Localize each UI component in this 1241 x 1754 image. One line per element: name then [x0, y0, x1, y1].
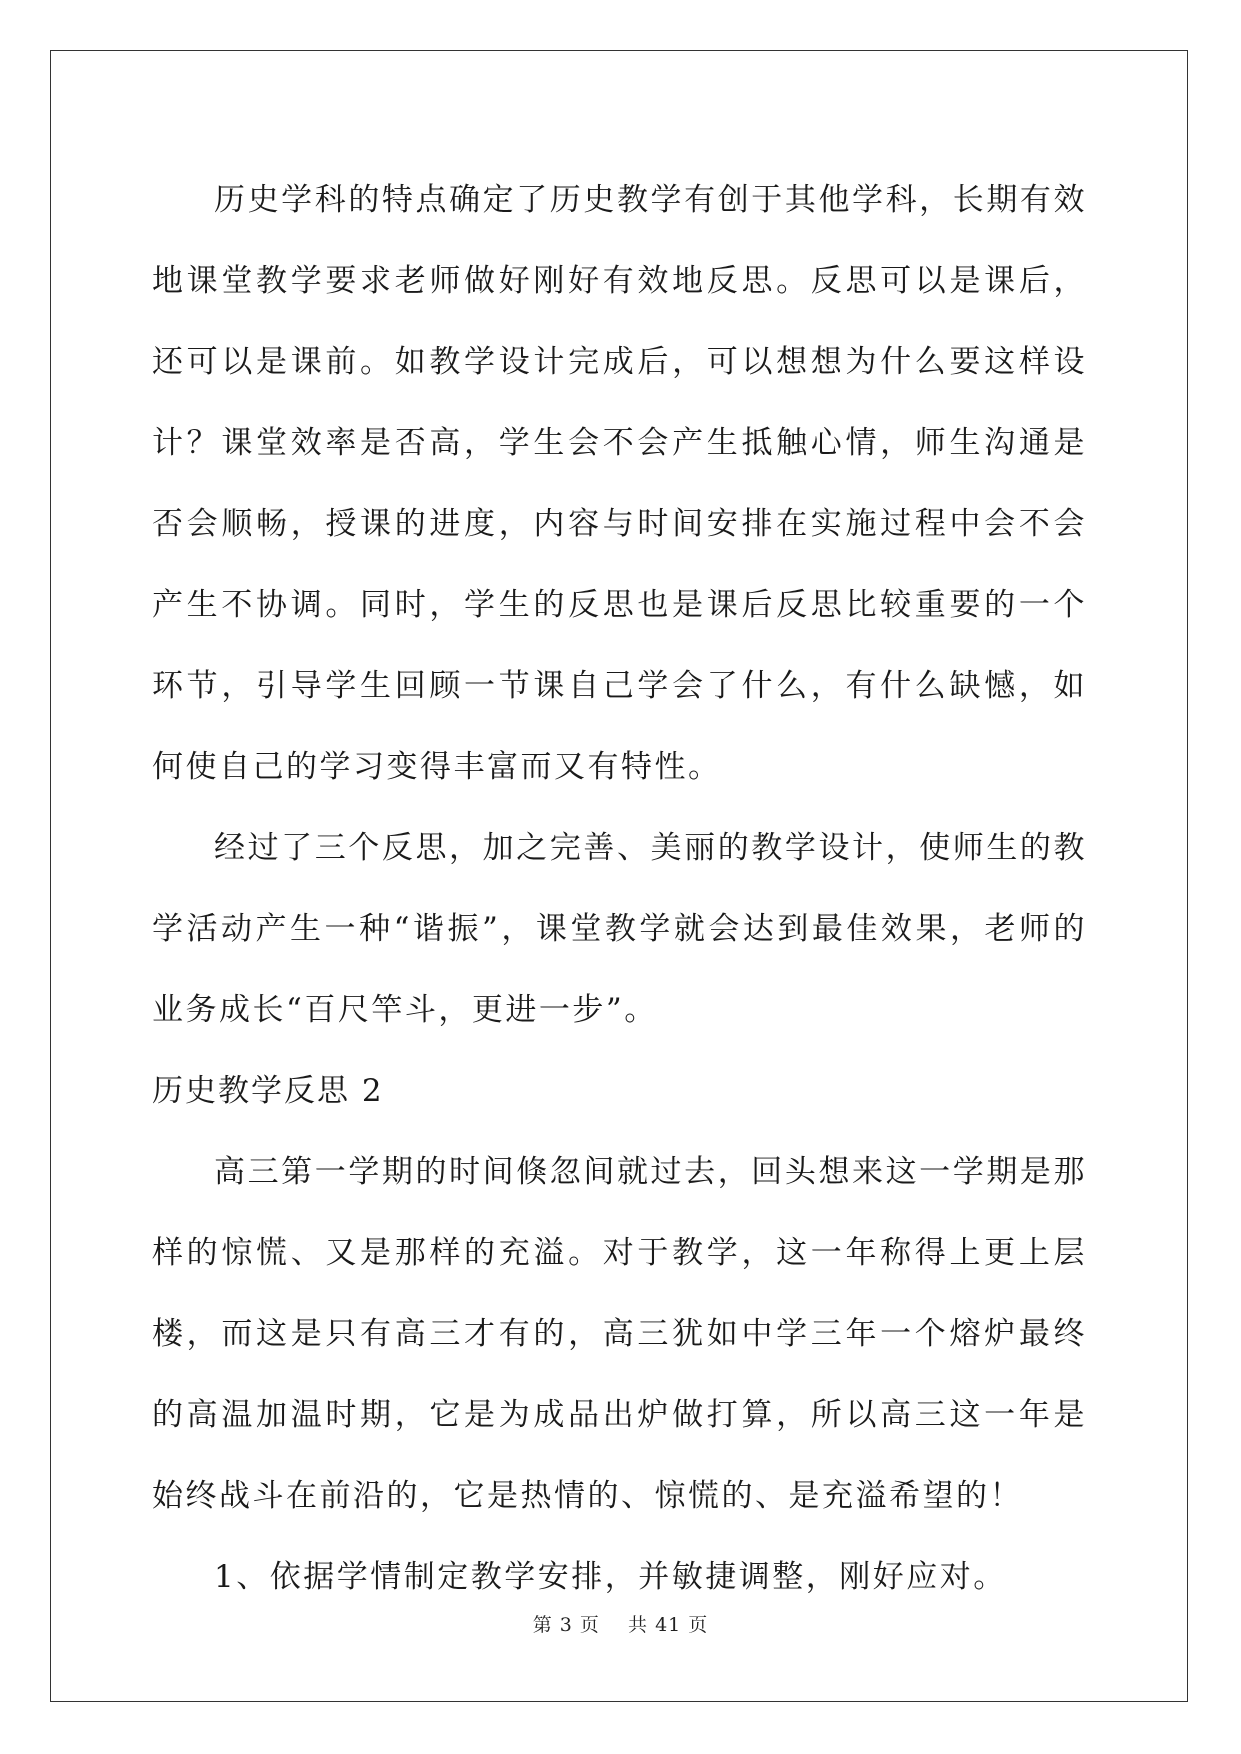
paragraph-three-reflections: 经过了三个反思，加之完善、美丽的教学设计，使师生的教学活动产生一种“谐振”，课堂教学就会达到最佳效果，老师的业务成长“百尺竿斗，更进一步”。 [152, 830, 1087, 1028]
page-number: 第 3 页 [532, 1614, 600, 1636]
document-body [152, 160, 1087, 1618]
section-heading: 历史教学反思 2 [152, 1073, 384, 1109]
page-footer [0, 1610, 1241, 1637]
paragraph-senior-year: 高三第一学期的时间倏忽间就过去，回头想来这一学期是那样的惊慌、又是那样的充溢。对于教学，这一年称得上更上层楼，而这是只有高三才有的，高三犹如中学三年一个熔炉最终的高温加温时期，它是为成品出炉做打算，所以高三这一年是始终战斗在前沿的，它是热情的、惊慌的、是充溢希望的！ [152, 1154, 1087, 1514]
paragraph-history-reflection-intro: 历史学科的特点确定了历史教学有创于其他学科，长期有效地课堂教学要求老师做好刚好有效地反思。反思可以是课后，还可以是课前。如教学设计完成后，可以想想为什么要这样设计？课堂效率是否高，学生会不会产生抵触心情，师生沟通是否会顺畅，授课的进度，内容与时间安排在实施过程中会不会产生不协调。同时，学生的反思也是课后反思比较重要的一个环节，引导学生回顾一节课自己学会了什么，有什么缺憾，如何使自己的学习变得丰富而又有特性。 [152, 182, 1087, 785]
paragraph-teaching-plan: 1、依据学情制定教学安排，并敏捷调整，刚好应对。 [214, 1559, 1007, 1595]
page-total: 共 41 页 [628, 1614, 709, 1636]
